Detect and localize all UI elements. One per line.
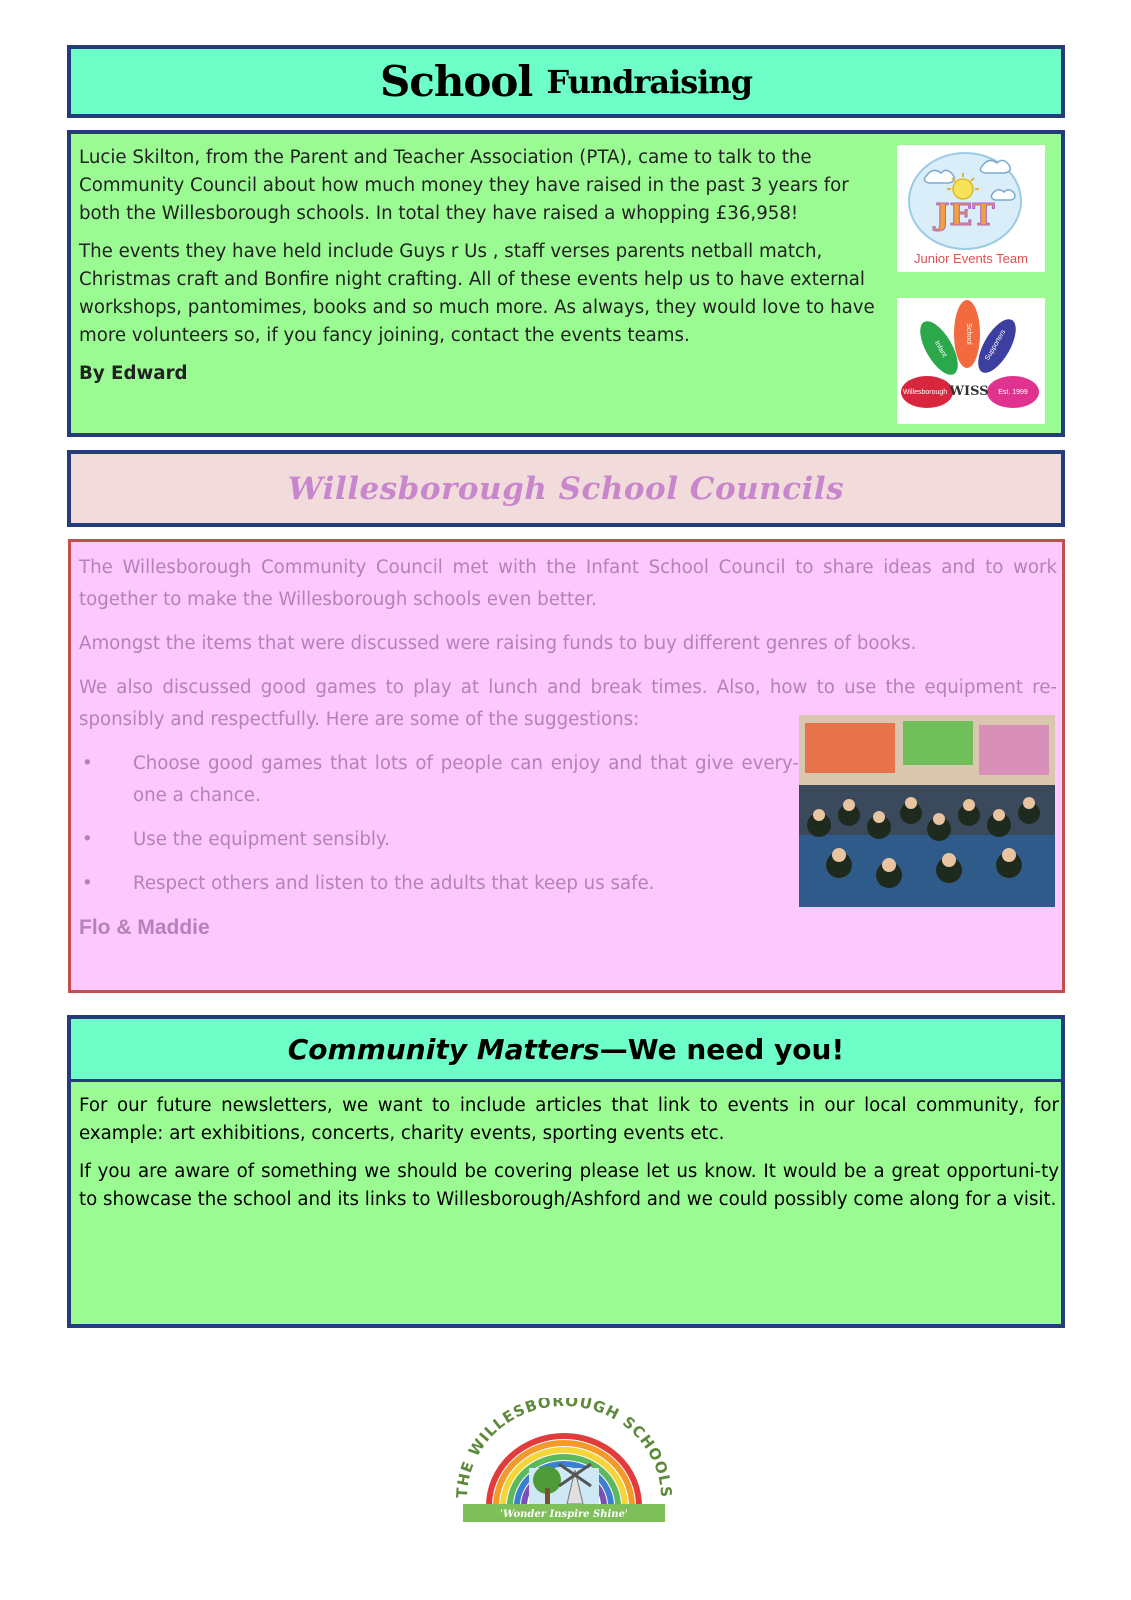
- jet-logo-caption: Junior Events Team: [914, 251, 1028, 266]
- willesborough-schools-logo: [455, 1398, 673, 1522]
- classroom-photo: [799, 715, 1055, 907]
- suggestions-list: [79, 748, 799, 900]
- community-text: [79, 1092, 1059, 1224]
- footer-logo-arc-text: HE WILLESBOROUGH SCHOOL: [455, 1398, 673, 1488]
- fundraising-section: [67, 130, 1065, 437]
- community-title: [288, 1033, 845, 1066]
- wiss-logo: [897, 298, 1045, 424]
- bullet-icon: •: [82, 873, 93, 894]
- fundraising-title-word2: Fundraising: [546, 62, 753, 101]
- councils-paragraph-2: Amongst the items that were discussed were raising funds to buy different genres of books.: [79, 633, 917, 654]
- suggestion-text: Respect others and listen to the adults that keep us safe.: [133, 873, 655, 894]
- councils-title-banner: [67, 450, 1065, 527]
- list-item: [79, 748, 799, 812]
- wiss-logo-center: WISS: [949, 384, 989, 399]
- fundraising-paragraph-1: Lucie Skilton, from the Parent and Teacher Association (PTA), came to talk to the Community Council about how much money they have raised in the past 3 years for both the Willesborough schools. In total they have raised a whopping £36,958!: [79, 147, 849, 224]
- community-paragraph-2: If you are aware of something we should be covering please let us know. It would be a great opportuni-ty to showcase the school and its links to Willesborough/Ashford and we could possibly come along for a visit.: [79, 1161, 1059, 1210]
- jet-logo: [897, 145, 1045, 272]
- community-title-italic: Community Matters: [287, 1032, 600, 1066]
- community-paragraph-1: For our future newsletters, we want to include articles that link to events in our local community, for example: art exhibitions, concerts, charity events, sporting events etc.: [79, 1095, 1059, 1144]
- suggestion-text: Choose good games that lots of people can enjoy and that give every-one a chance.: [133, 753, 799, 806]
- fundraising-byline: By Edward: [79, 363, 188, 384]
- list-item: [79, 824, 799, 856]
- community-title-banner: [67, 1015, 1065, 1083]
- bullet-icon: •: [82, 829, 93, 850]
- bullet-icon: •: [82, 753, 93, 774]
- councils-title: Willesborough School Councils: [287, 470, 845, 507]
- wiss-logo-petal3: Supporters: [984, 328, 1008, 362]
- wiss-logo-right: Est. 1999: [998, 389, 1028, 396]
- councils-paragraph-3: We also discussed good games to play at lunch and break times. Also, how to use the equipment re-sponsibly and respectfully. Here are some of the suggestions:: [79, 677, 1057, 730]
- list-item: [79, 868, 799, 900]
- councils-paragraph-1: The Willesborough Community Council met with the Infant School Council to share ideas and to work together to make the Willesborough schools even better.: [79, 557, 1057, 610]
- fundraising-paragraph-2: The events they have held include Guys r Us , staff verses parents netball match, Christmas craft and Bonfire night crafting. All of these events help us to have external workshops, pantomimes, books and so much more. As always, they would love to have more volunteers so, if you fancy joining, contact the events teams.: [79, 241, 875, 346]
- fundraising-title-banner: [67, 45, 1065, 118]
- councils-authors: Flo & Maddie: [79, 916, 210, 939]
- community-title-rest: —We need you!: [599, 1032, 845, 1066]
- jet-logo-letters: JET: [935, 198, 995, 233]
- wiss-logo-petal1: Infant: [932, 339, 948, 359]
- community-section: [67, 1079, 1065, 1328]
- footer-logo-motto: 'Wonder Inspire Shine': [500, 1509, 628, 1520]
- suggestion-text: Use the equipment sensibly.: [133, 829, 390, 850]
- fundraising-text: [79, 144, 879, 398]
- councils-section: [68, 539, 1065, 993]
- wiss-logo-petal2: School: [965, 323, 972, 345]
- wiss-logo-left: Willesborough: [902, 389, 948, 396]
- fundraising-title-word1: School: [379, 57, 533, 106]
